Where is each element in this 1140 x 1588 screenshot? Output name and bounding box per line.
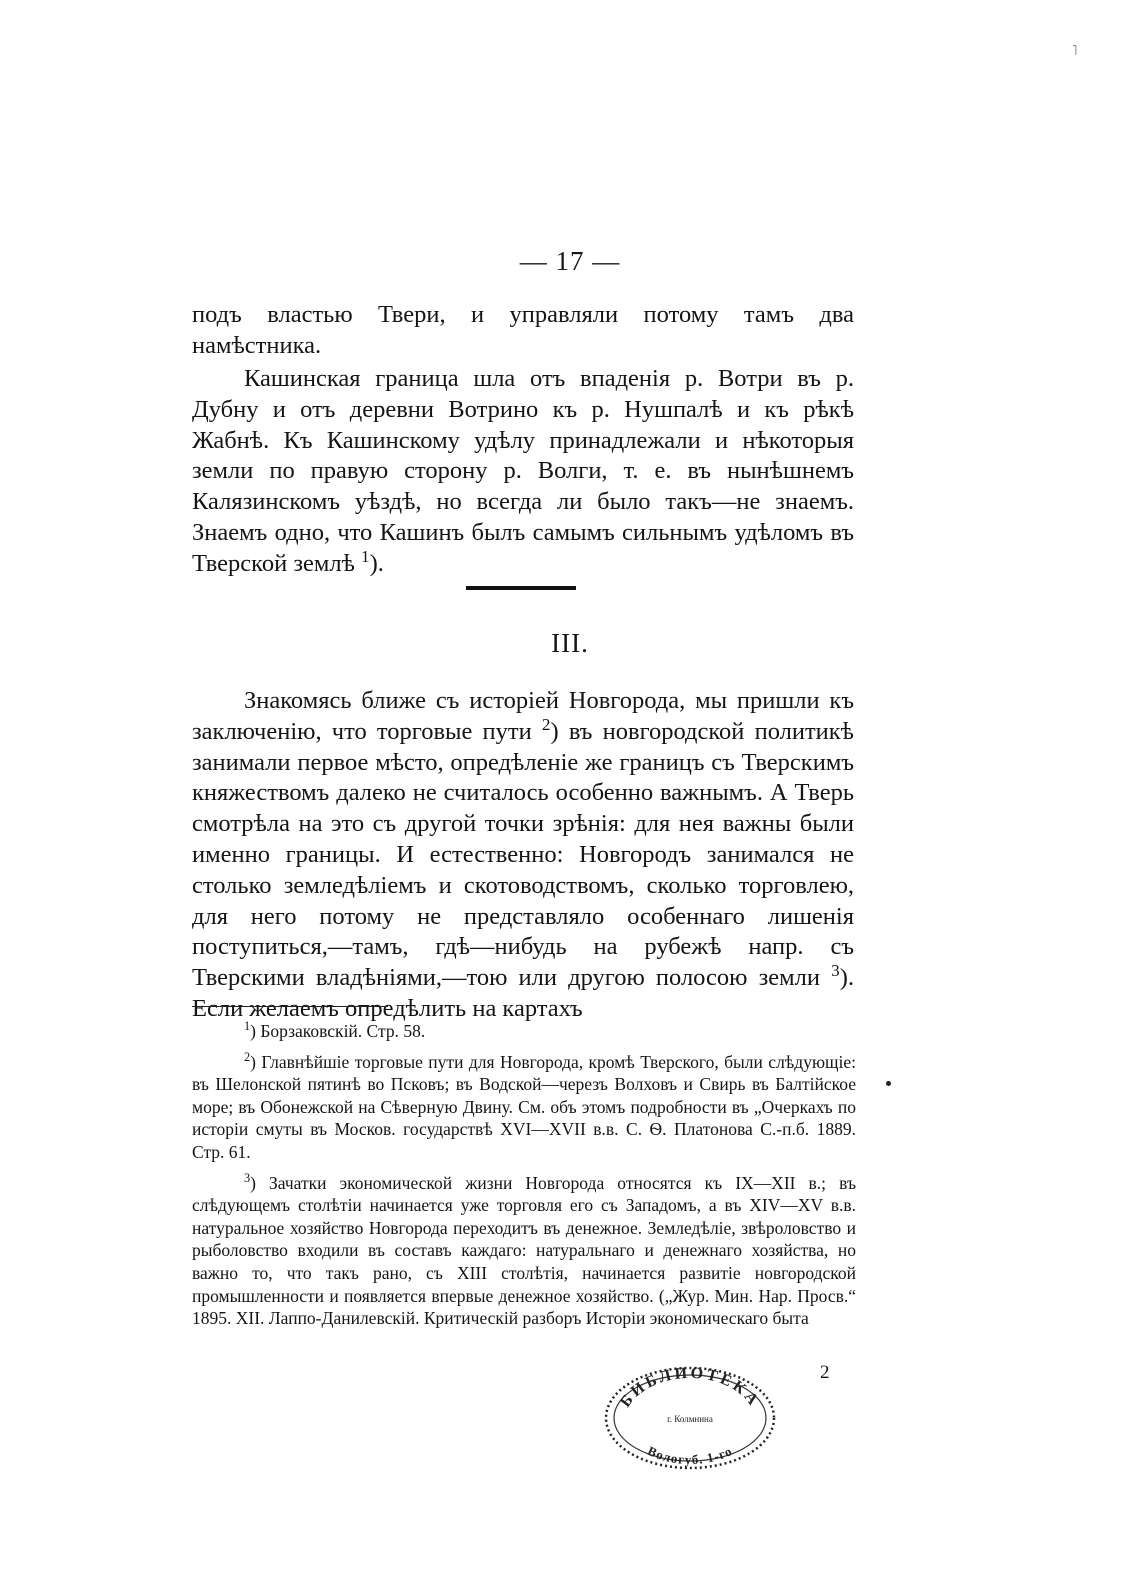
footnotes (192, 1020, 856, 1338)
footnote-2 (192, 1051, 856, 1164)
continuation-text (192, 300, 854, 362)
footnote-3 (192, 1172, 856, 1330)
footnote-text: ) Зачатки экономической жизни Новгорода относятся къ IX—XII в.; въ слѣдующемъ столѣтіи начинается уже торговля его съ Западомъ, а въ XIV—XV в.в. натуральное хозяйство Новгорода переходитъ въ денежное. Земледѣліе, звѣроловство и рыболовство входили въ составъ каждаго: натуральнаго и денежнаго хозяйства, но важно то, что такъ рано, съ XIII столѣтія, начинается развитіе новгородской промышленности и появляется впервые денежное хозяйство. („Жур. Мин. Нар. Просв.“ 1895. XII. Лаппо-Данилевскій. Критическій разборъ Исторіи экономическаго быта (192, 1172, 856, 1329)
stamp-top-text: БИБЛИОТЕКА (617, 1364, 763, 1411)
footnote-1 (192, 1020, 856, 1043)
kashin-paragraph-tail: ). (369, 549, 384, 577)
kashin-paragraph-text: Кашинская граница шла отъ впаденія р. Вотри въ р. Дубну и отъ деревни Вотрино къ р. Нушпалѣ и къ рѣкѣ Жабнѣ. Къ Кашинскому удѣлу принадлежали и нѣкоторыя земли по правую сторону р. Волги, т. е. въ нынѣшнемъ Калязинскомъ уѣздѣ, но всегда ли было такъ—не знаемъ. Знаемъ одно, что Кашинъ былъ самымъ сильнымъ удѣломъ въ Тверской землѣ (192, 365, 854, 577)
footnote-text: ) Главнѣйшіе торговые пути для Новгорода, кромѣ Тверского, были слѣдующіе: въ Шелонской пятинѣ во Псковъ; въ Водской—черезъ Волховъ и Свирь въ Балтійское море; въ Обонежской на Сѣверную Двину. См. объ этомъ подробности въ „Очеркахъ по исторіи смуты въ Москов. государствѣ XVI—XVII в.в. С. Ѳ. Платонова С.-п.б. 1889. Стр. 61. (192, 1051, 856, 1162)
footnote-ref-1: 1 (361, 546, 370, 566)
footnote-mark: 1 (244, 1019, 251, 1034)
footnote-ref-2: 2 (541, 714, 551, 734)
stamp-bottom-text: Вологуб. 1-го (645, 1442, 735, 1468)
page-number: — 17 — (519, 246, 621, 276)
stamp-middle-text: г. Колмнина (667, 1414, 713, 1424)
section-paragraph-part1: Знакомясь ближе съ исторіей Новгорода, мы пришли къ заключенію, что торговые пути (192, 687, 854, 745)
section-heading: III. (551, 628, 589, 658)
section-paragraph-part2: ) въ новгородской политикѣ занимали первое мѣсто, опредѣленіе же границъ съ Тверскимъ княжествомъ далеко не считалось особенно важнымъ. А Тверь смотрѣла на это съ другой точки зрѣнія: для нея важны были именно границы. И естественно: Новгородъ занимался не столько земледѣліемъ и скотоводствомъ, сколько торговлею, для него потому не представляло особеннаго лишенія поступиться,—тамъ, гдѣ—нибудь на рубежѣ напр. съ Тверскими владѣніями,—тою или другою полосою земли (192, 717, 854, 992)
kashin-paragraph (192, 364, 854, 580)
corner-mark: ˥ (1072, 44, 1078, 59)
footnote-ref-3: 3 (831, 961, 840, 981)
footnote-mark: 3 (244, 1170, 251, 1185)
section-paragraph-block (192, 686, 854, 1025)
margin-dot (886, 1081, 891, 1086)
sheet-signature-number: 2 (820, 1362, 830, 1383)
footnote-text: ) Борзаковскій. Стр. 58. (250, 1021, 426, 1041)
section-paragraph (192, 686, 854, 1025)
footnote-mark: 2 (244, 1049, 251, 1064)
kashin-paragraph-block (192, 364, 854, 580)
section-paragraph-part3: ). Если желаемъ опредѣлить на картахъ (192, 964, 854, 1022)
section-separator (466, 586, 576, 590)
continuation-paragraph: подъ властью Твери, и управляли потому тамъ два намѣстника. (192, 301, 854, 359)
footnote-rule (192, 1006, 388, 1007)
library-stamp (600, 1362, 780, 1470)
